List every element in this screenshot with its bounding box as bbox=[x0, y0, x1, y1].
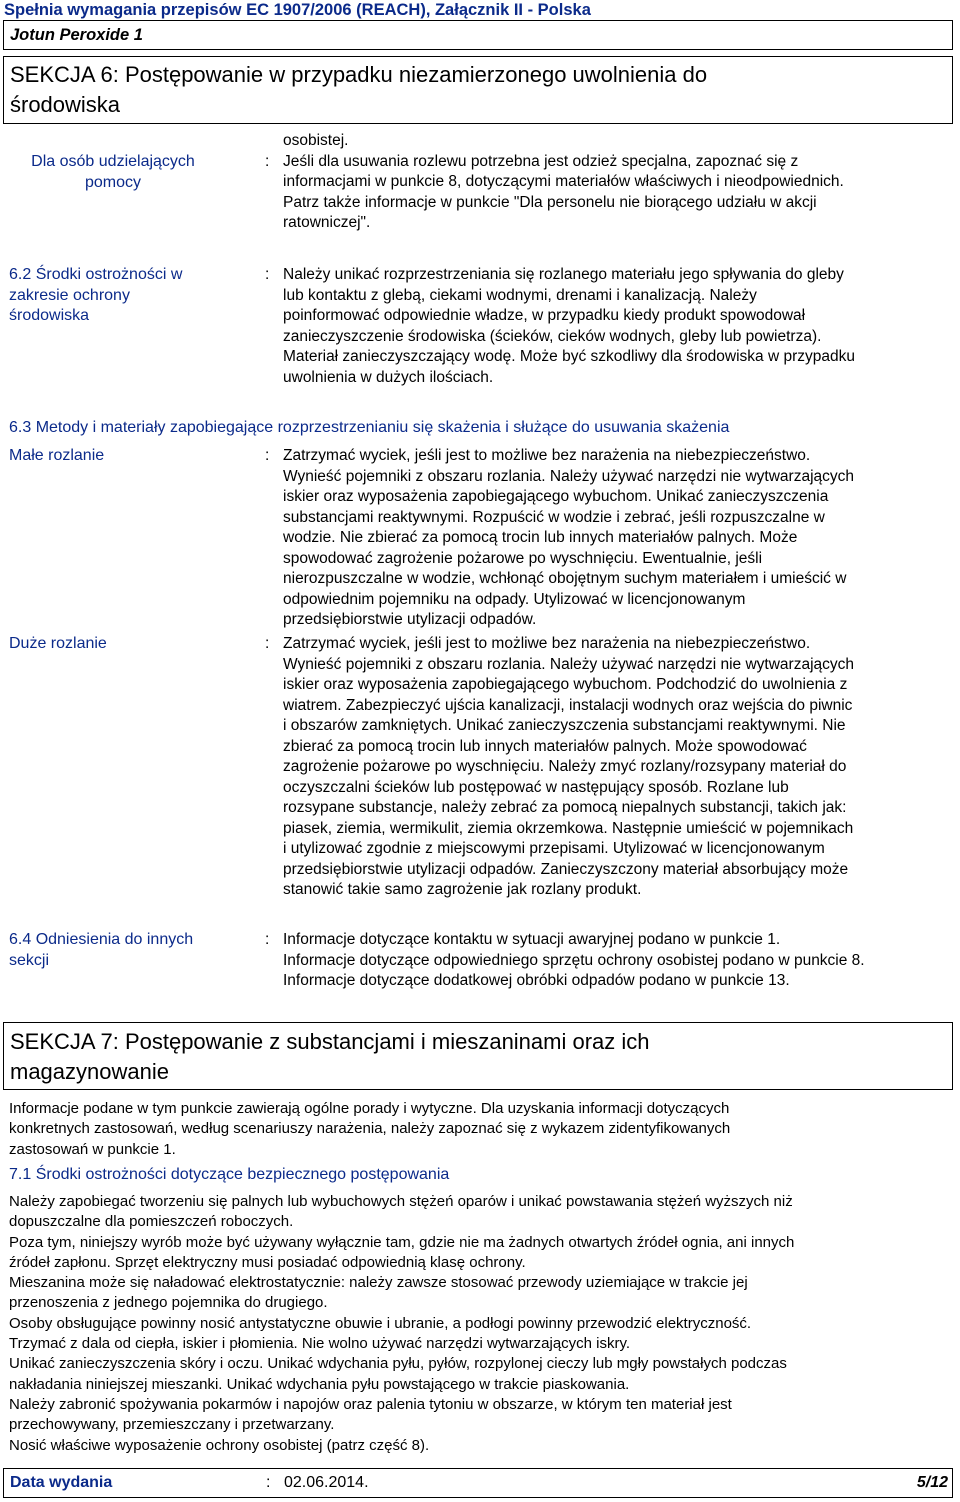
refs-label-line2: sekcji bbox=[9, 951, 50, 969]
intro-line: Informacje podane w tym punkcie zawierają ogólne porady i wytyczne. Dla uzyskania informacji dotyczących bbox=[9, 1100, 730, 1117]
small-spill-colon: : bbox=[265, 447, 270, 464]
section-7-title-box bbox=[3, 1022, 953, 1090]
large-spill-line: i obszarów zamkniętych. Unikać zanieczyszczenia substancjami reaktywnymi. Nie bbox=[283, 717, 846, 734]
handling-line: Unikać zanieczyszczenia skóry i oczu. Unikać wdychania pyłu, pyłów, rozpylonej cieczy lub mgły powstałych podczas bbox=[9, 1355, 787, 1373]
footer-bar bbox=[3, 1468, 953, 1498]
refs-line: Informacje dotyczące dodatkowej obróbki odpadów podano w punkcie 13. bbox=[283, 972, 790, 989]
safe-handling-heading: 7.1 Środki ostrożności dotyczące bezpiecznego postępowania bbox=[9, 1166, 450, 1183]
safe-handling-text bbox=[9, 1192, 954, 1456]
env-line: zanieczyszczenie środowiska (ścieków, cieków wodnych, gleby lub powietrza). bbox=[283, 327, 822, 345]
section-6-title-line2: środowiska bbox=[10, 92, 121, 117]
product-name-box bbox=[3, 20, 953, 50]
env-label-line2: zakresie ochrony bbox=[9, 286, 130, 304]
large-spill-line: stanowić takie samo zagrożenie jak rozlany produkt. bbox=[283, 881, 642, 898]
env-label-line3: środowiska bbox=[9, 307, 90, 324]
section-6-title-line1: SEKCJA 6: Postępowanie w przypadku niezamierzonego uwolnienia do bbox=[10, 62, 708, 87]
large-spill-line: wiatrem. Zabezpieczyć ujścia kanalizacji, instalacji wodnych oraz wejścia do piwnic bbox=[283, 696, 853, 714]
helpers-label bbox=[8, 152, 218, 193]
helpers-line: informacjami w punkcie 8, dotyczącymi materiałów właściwych i nieodpowiednich. bbox=[283, 173, 844, 190]
section-7-intro bbox=[9, 1099, 954, 1160]
handling-line: Należy zapobiegać tworzeniu się palnych lub wybuchowych stężeń oparów i unikać powstawania stężeń wyższych niż bbox=[9, 1193, 793, 1210]
intro-line: konkretnych zastosowań, według scenariuszy narażenia, należy zapoznać się z wykazem zidentyfikowanych bbox=[9, 1120, 731, 1138]
section-6-title-box bbox=[3, 56, 953, 124]
env-text bbox=[283, 265, 958, 388]
large-spill-line: Wynieść pojemniki z obszaru rozlania. Należy używać narzędzi nie wytwarzających bbox=[283, 655, 855, 673]
large-spill-colon: : bbox=[265, 635, 270, 652]
refs-label-line1: 6.4 Odniesienia do innych bbox=[9, 931, 194, 948]
large-spill-line: iskier oraz wyposażenia zapobiegającego wybuchom. Podchodzić do uwolnienia z bbox=[283, 676, 848, 693]
helpers-line: ratowniczej". bbox=[283, 214, 371, 231]
handling-line: Trzymać z dala od ciepła, iskier i płomienia. Nie wolno używać narzędzi wytwarzających iskry. bbox=[9, 1335, 631, 1353]
helpers-line: Jeśli dla usuwania rozlewu potrzebna jest odzież specjalna, zapoznać się z bbox=[283, 152, 799, 170]
large-spill-line: przedsiębiorstwie utylizacji odpadów. Zanieczyszczony materiał absorbujący może bbox=[283, 860, 849, 878]
issue-date-value: 02.06.2014. bbox=[284, 1474, 369, 1491]
small-spill-line: Wynieść pojemniki z obszaru rozlania. Należy używać narzędzi nie wytwarzających bbox=[283, 467, 855, 485]
methods-heading: 6.3 Metody i materiały zapobiegające rozprzestrzenianiu się skażenia i służące do usuwania skażenia bbox=[9, 419, 730, 436]
large-spill-line: rozsypane substancje, należy zebrać za pomocą niepalnych substancji, takich jak: bbox=[283, 799, 847, 816]
large-spill-line: Zatrzymać wyciek, jeśli jest to możliwe bez narażenia na niebezpieczeństwo. bbox=[283, 635, 811, 652]
refs-text bbox=[283, 930, 958, 992]
large-spill-line: oczyszczalni ścieków lub postępować w następujący sposób. Rozlane lub bbox=[283, 778, 789, 796]
env-line: uwolnienia w dużych ilościach. bbox=[283, 368, 494, 386]
handling-line: Należy zabronić spożywania pokarmów i napojów oraz palenia tytoniu w obszarze, w którym ten materiał jest bbox=[9, 1395, 732, 1413]
product-name: Jotun Peroxide 1 bbox=[10, 26, 143, 44]
refs-line: Informacje dotyczące kontaktu w sytuacji awaryjnej podano w punkcie 1. bbox=[283, 931, 781, 948]
issue-date-colon: : bbox=[266, 1474, 271, 1491]
large-spill-line: i utylizować zgodnie z miejscowymi przepisami. Utylizować w licencjonowanym bbox=[283, 840, 825, 857]
small-spill-line: Zatrzymać wyciek, jeśli jest to możliwe bez narażenia na niebezpieczeństwo. bbox=[283, 447, 811, 464]
env-colon: : bbox=[265, 266, 270, 283]
handling-line: nakładania niniejszej mieszanki. Unikać wdychania pyłu powstającego w trakcie piaskowania. bbox=[9, 1375, 630, 1393]
env-label-line1: 6.2 Środki ostrożności w bbox=[9, 266, 183, 283]
env-line: Materiał zanieczyszczający wodę. Może być szkodliwy dla środowiska w przypadku bbox=[283, 348, 856, 365]
helpers-line: Patrz także informacje w punkcie "Dla personelu nie biorącego udziału w akcji bbox=[283, 193, 817, 211]
regulation-header: Spełnia wymagania przepisów EC 1907/2006 (REACH), Załącznik II - Polska bbox=[4, 1, 591, 19]
large-spill-label: Duże rozlanie bbox=[9, 635, 107, 652]
page-number: 5/12 bbox=[916, 1474, 948, 1491]
large-spill-line: zbierać za pomocą trocin lub innych materiałów palnych. Może spowodować bbox=[283, 737, 807, 755]
small-spill-line: nierozpuszczalne w wodzie, wchłonąć obojętnym suchym materiałem i umieścić w bbox=[283, 570, 847, 587]
issue-date-label: Data wydania bbox=[10, 1474, 113, 1491]
handling-line: przechowywany, przemieszczany i przetwarzany. bbox=[9, 1416, 335, 1434]
helpers-label-line2: pomocy bbox=[84, 173, 142, 191]
small-spill-line: iskier oraz wyposażenia zapobiegającego wybuchom. Unikać zanieczyszczenia bbox=[283, 488, 829, 505]
handling-line: przenoszenia z jednego pojemnika do drugiego. bbox=[9, 1294, 328, 1312]
handling-line: Poza tym, niniejszy wyrób może być używany wyłącznie tam, gdzie nie ma żadnych otwartych źródeł ognia, ani innych bbox=[9, 1233, 795, 1251]
large-spill-text bbox=[283, 634, 958, 901]
env-line: Należy unikać rozprzestrzeniania się rozlanego materiału jego spływania do gleby bbox=[283, 266, 844, 283]
env-line: poinformować odpowiednie władze, w przypadku kiedy produkt spowodował bbox=[283, 307, 806, 324]
small-spill-line: spowodować zagrożenie pożarowe po wyschnięciu. Ewentualnie, jeśli bbox=[283, 549, 763, 567]
refs-colon: : bbox=[265, 931, 270, 948]
env-line: lub kontaktu z glebą, ciekami wodnymi, drenami i kanalizacją. Należy bbox=[283, 286, 757, 304]
handling-line: źródeł zapłonu. Sprzęt elektryczny musi posiadać odpowiednią klasę ochrony. bbox=[9, 1253, 526, 1271]
helpers-label-line1: Dla osób udzielających bbox=[31, 153, 195, 170]
small-spill-label: Małe rozlanie bbox=[9, 447, 105, 464]
large-spill-line: piasek, ziemia, wermikulit, ziemia okrzemkowa. Następnie umieścić w pojemnikach bbox=[283, 819, 854, 837]
handling-line: dopuszczalne dla pomieszczeń roboczych. bbox=[9, 1213, 294, 1231]
env-precautions-label bbox=[9, 265, 234, 327]
refs-line: Informacje dotyczące odpowiedniego sprzętu ochrony osobistej podano w punkcie 8. bbox=[283, 951, 865, 969]
small-spill-line: wodzie. Nie zbierać za pomocą trocin lub innych materiałów palnych. Może bbox=[283, 529, 798, 546]
section-7-title-line2: magazynowanie bbox=[10, 1059, 169, 1084]
helpers-text bbox=[283, 131, 958, 234]
helpers-line: osobistej. bbox=[283, 132, 349, 149]
intro-line: zastosowań w punkcie 1. bbox=[9, 1140, 176, 1158]
handling-line: Mieszanina może się naładować elektrostatycznie: należy zawsze stosować przewody uziemiające w trakcie jej bbox=[9, 1274, 748, 1292]
section-7-title-line1: SEKCJA 7: Postępowanie z substancjami i mieszaninami oraz ich bbox=[10, 1029, 650, 1054]
handling-line: Osoby obsługujące powinny nosić antystatyczne obuwie i ubranie, a podłogi powinny przewodzić elektryczność. bbox=[9, 1314, 752, 1332]
handling-line: Nosić właściwe wyposażenie ochrony osobistej (patrz część 8). bbox=[9, 1436, 430, 1454]
small-spill-text bbox=[283, 446, 958, 631]
helpers-colon: : bbox=[265, 153, 270, 170]
refs-label bbox=[9, 930, 234, 971]
small-spill-line: odpowiednim pojemniku na odpady. Utylizować w licencjonowanym bbox=[283, 590, 746, 608]
large-spill-line: zagrożenie pożarowe po wyschnięciu. Należy zmyć rozlany/rozsypany materiał do bbox=[283, 758, 847, 775]
small-spill-line: przedsiębiorstwie utylizacji odpadów. bbox=[283, 611, 537, 628]
small-spill-line: substancjami reaktywnymi. Rozpuścić w wodzie i zebrać, jeśli rozpuszczalne w bbox=[283, 508, 825, 526]
